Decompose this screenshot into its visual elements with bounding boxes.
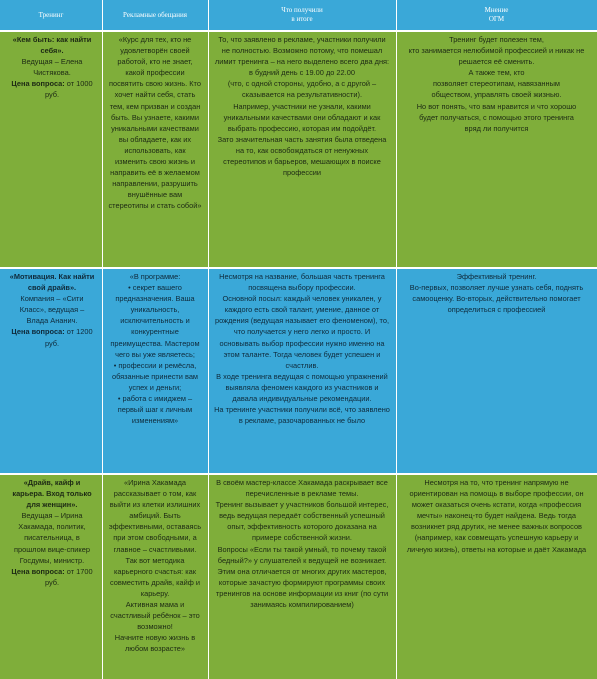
result-text: Несмотря на название, большая часть тренинга посвящена выбору профессии. Основной посыл: каждый человек уникален, у каждого есть свой талант, умение, данное от рождения (ведущая называет его феноменом), то, что получается у него легко и просто. И основывать выбор профессии нужно именно на этом таланте. Тогда человек будет успешен и счастлив. В ходе тренинга ведущая с помощью упражнений выявляла феномен каждого из участников и давала индивидуальные рекомендации. На тренинге участники получили всё, что заявлено в рекламе, разочарованных не было [214, 272, 390, 426]
price-value: от 1700 руб. [44, 566, 93, 587]
header-promises [102, 0, 208, 30]
price-label: Цена вопроса: [11, 79, 65, 89]
divider [208, 473, 209, 679]
training-presenter: Ведущая – Ирина Хакамада, политик, писательница, в прошлом вице-спикер Госдумы, министр. [14, 511, 90, 565]
divider [208, 267, 209, 473]
divider [396, 0, 397, 30]
result-text: То, что заявлено в рекламе, участники получили не полностью. Возможно потому, что помешал лимит тренинга – на него выделено всего два дня: в будний день с 19.00 до 22.00 (что, с одной стороны, удобно, а с другой – сказывается на результативности). Например, участники не узнали, какими уникальными качествами они обладают и как выбрать профессию, которая им подойдёт. Зато значительная часть занятия была отведена на то, как освобождаться от ненужных стереотипов и барьеров, мешающих в поиске профессии [214, 35, 390, 178]
header-opinion-label: Мнение ОГМ [484, 6, 509, 23]
result-text: В своём мастер-классе Хакамада раскрывает все перечисленные в рекламе темы. Тренинг вызывает у участников большой интерес, ведь ведущая передаёт собственный успешный опыт, эффективность которого доказана на примере собственной жизни. Вопросы «Если ты такой умный, то почему такой бедный?» у слушателей к ведущей не возникает. Этим она отличается от многих других мастеров, которые зачастую формируют программы своих тренингов на основе информации из книг (по сути занимаясь компилированием) [215, 478, 389, 610]
table-row [0, 267, 597, 473]
divider [102, 267, 103, 473]
table-row [0, 30, 597, 267]
opinion-text: Тренинг будет полезен тем, кто занимается нелюбимой профессией и никак не решается её сменить. А также тем, кто позволяет стереотипам, навязанным обществом, управлять своей жизнью. Но вот понять, что вам нравится и что хорошо будет получаться, с помощью этого тренинга вряд ли получится [408, 35, 585, 133]
price-label: Цена вопроса: [11, 566, 65, 576]
divider [102, 473, 103, 679]
divider [102, 30, 103, 267]
opinion-text: Эффективный тренинг. Во-первых, позволяет лучше узнать себя, поднять самооценку. Во-вторых, действительно помогает определиться с профессией [409, 272, 584, 315]
promises-cell [104, 30, 206, 267]
price-value: от 1000 руб. [44, 79, 93, 100]
divider [102, 0, 103, 30]
opinion-cell [398, 30, 595, 267]
opinion-cell [398, 267, 595, 473]
divider [208, 0, 209, 30]
training-title: «Кем быть: как найти себя». [12, 35, 92, 56]
result-cell [210, 473, 394, 679]
header-training-label: Тренинг [38, 10, 64, 19]
training-presenter: Компания – «Сити Класс», ведущая – Влада Ананич. [19, 294, 85, 326]
promises-cell [104, 473, 206, 679]
header-result [208, 0, 396, 30]
opinion-cell [398, 473, 595, 679]
promises-text: «Ирина Хакамада рассказывает о том, как выйти из клетки излишних амбиций. Быть эффективными, оставаясь при этом свободными, а главное – счастливыми. Так вот методика карьерного счастья: как совместить драйв, кайф и карьеру. Активная мама и счастливый ребёнок – это возможно! Начните новую жизнь в любом возрасте» [108, 478, 202, 654]
training-title: «Драйв, кайф и карьера. Вход только для женщин». [12, 478, 92, 510]
training-presenter: Ведущая – Елена Чистякова. [21, 57, 83, 78]
divider [208, 30, 209, 267]
training-cell [4, 267, 100, 473]
training-cell [4, 473, 100, 679]
divider [0, 473, 597, 475]
promises-text: «Курс для тех, кто не удовлетворён своей работой, кто не знает, какой профессии посвятить свою жизнь. Кто хочет найти себя, стать тем, кем призван и создан быть. Вы узнаете, какими уникальными качествами вы обладаете, как их использовать, как изменить свою жизнь и направить её в желаемом направлении, разрушить внушённые вам стереотипы и стать собой» [108, 35, 202, 211]
divider [0, 30, 597, 32]
promises-cell [104, 267, 206, 473]
promises-text: «В программе: • секрет вашего предназначения. Ваша уникальность, исключительность и конкурентные преимущества. Мастером чего вы уже являетесь; • профессии и ремёсла, обязанные принести вам успех и деньги; • работа с имиджем – первый шаг к личным изменениям» [110, 272, 200, 426]
divider [0, 267, 597, 269]
opinion-text: Несмотря на то, что тренинг напрямую не ориентирован на помощь в выборе профессии, он может оказаться очень кстати, когда «профессия мечты» наконец-то будет найдена. Ведь тогда возникнет ряд других, не менее важных вопросов (например, как совмещать успешную карьеру и личную жизнь), ответы на которые и даёт Хакамада [406, 478, 587, 554]
header-training [0, 0, 102, 30]
result-cell [210, 267, 394, 473]
result-cell [210, 30, 394, 267]
header-opinion [396, 0, 597, 30]
price-label: Цена вопроса: [11, 327, 65, 337]
divider [396, 267, 397, 473]
table-header [0, 0, 597, 30]
training-cell [4, 30, 100, 267]
divider [396, 30, 397, 267]
header-promises-label: Рекламные обещания [123, 10, 187, 19]
price-value: от 1200 руб. [44, 327, 93, 348]
header-result-label: Что получили в итоге [281, 6, 323, 23]
divider [396, 473, 397, 679]
table-row [0, 473, 597, 679]
training-title: «Мотивация. Как найти свой драйв». [9, 272, 95, 293]
